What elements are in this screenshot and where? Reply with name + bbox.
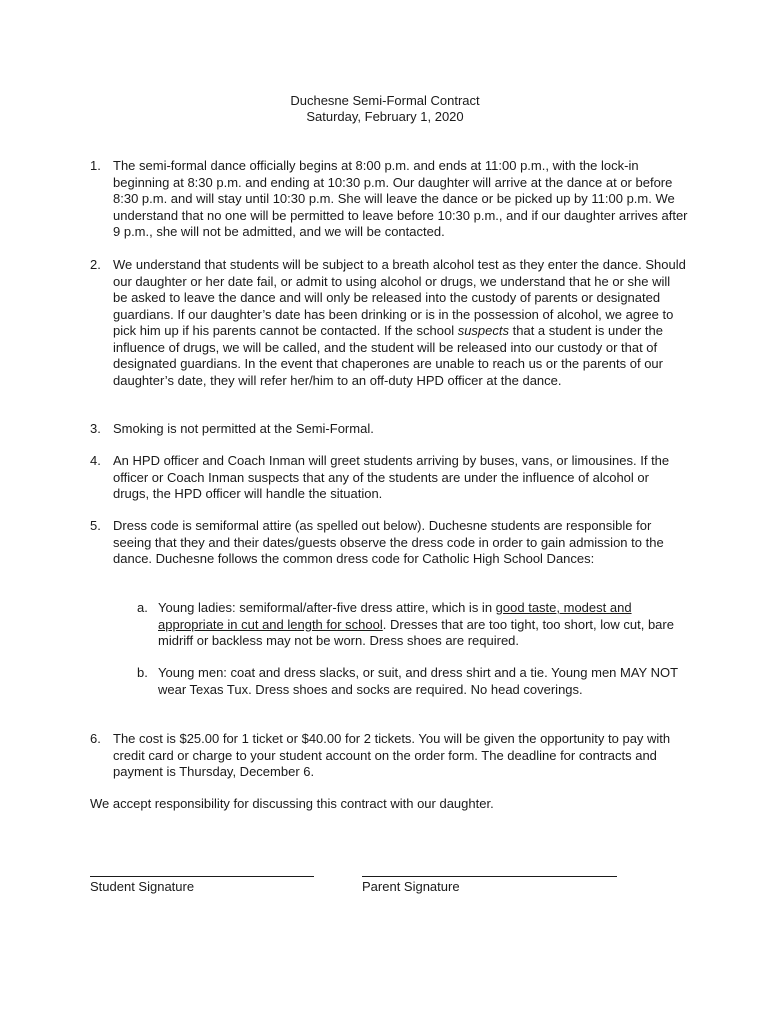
underlined-emphasis: good taste, modest and appropriate in cut and length for school <box>158 600 632 632</box>
subitem-text-part: . Dresses that are too tight, too short, low cut, bare midriff or backless may not be worn. Dress shoes are required. <box>158 616 674 648</box>
item-text-dress-code: Dress code is semiformal attire (as spelled out below). Duchesne students are responsible for seeing that they and their dates/guests observe the dress code in order to gain admission to the dance. Duchesne follows the common dress code for Catholic High School Dances: <box>113 518 664 566</box>
document-title: Duchesne Semi-Formal Contract <box>290 93 480 108</box>
document-header <box>0 93 770 125</box>
subitem-text-men: Young men: coat and dress slacks, or suit, and dress shirt and a tie. Young men MAY NOT wear Texas Tux. Dress shoes and socks are required. No head coverings. <box>158 665 678 697</box>
subitem-letter: b. <box>137 665 148 680</box>
subitem-letter: a. <box>137 600 148 615</box>
item-number: 1. <box>90 158 101 173</box>
subitem-text-ladies <box>158 600 688 650</box>
item-number: 5. <box>90 518 101 533</box>
student-signature-label: Student Signature <box>90 879 195 894</box>
item-text-cost: The cost is $25.00 for 1 ticket or $40.00 for 2 tickets. You will be given the opportunity to pay with credit card or charge to your student account on the order form. The deadline for contracts and payment is Thursday, December 6. <box>113 731 671 779</box>
event-date: Saturday, February 1, 2020 <box>306 109 464 124</box>
student-signature-line[interactable] <box>90 876 314 877</box>
subitem-text-part: Young ladies: semiformal/after-five dress attire, which is in <box>158 600 496 615</box>
closing-statement: We accept responsibility for discussing this contract with our daughter. <box>90 796 494 811</box>
item-text-alcohol-policy <box>113 257 688 389</box>
item-number: 2. <box>90 257 101 272</box>
parent-signature-label: Parent Signature <box>362 879 460 894</box>
item-text-part: We understand that students will be subject to a breath alcohol test as they enter the dance. Should our daughter or her date fail, or admit to using alcohol or drugs, we understand that he or she will be asked to leave the dance and will only be released into the custody of parents or designated guardians. If our daughter’s date has been drinking or is in the possession of alcohol, we agree to pick him up if his parents cannot be contacted. If the school <box>113 257 686 338</box>
item-number: 6. <box>90 731 101 746</box>
parent-signature-line[interactable] <box>362 876 617 877</box>
item-number: 3. <box>90 421 101 436</box>
item-text-smoking: Smoking is not permitted at the Semi-Formal. <box>113 421 374 436</box>
item-text-part: that a student is under the influence of drugs, we will be called, and the student will be released into our custody or that of designated guardians. In the event that chaperones are unable to reach us or the parents of our daughter’s date, they will refer her/him to an off-duty HPD officer at the dance. <box>113 323 663 388</box>
italic-emphasis: suspects <box>457 323 510 338</box>
item-number: 4. <box>90 453 101 468</box>
item-text-timing: The semi-formal dance officially begins at 8:00 p.m. and ends at 11:00 p.m., with the lock-in beginning at 8:30 p.m. and ending at 10:30 p.m. Our daughter will arrive at the dance at or before 8:30 p.m. and will stay until 10:30 p.m. She will leave the dance or be picked up by 11:00 p.m. We understand that no one will be permitted to leave before 10:30 p.m., and if our daughter arrives after 9 p.m., she will not be admitted, and we will be contacted. <box>113 158 688 239</box>
item-text-arrival: An HPD officer and Coach Inman will greet students arriving by buses, vans, or limousines. If the officer or Coach Inman suspects that any of the students are under the influence of alcohol or drugs, the HPD officer will handle the situation. <box>113 453 670 501</box>
